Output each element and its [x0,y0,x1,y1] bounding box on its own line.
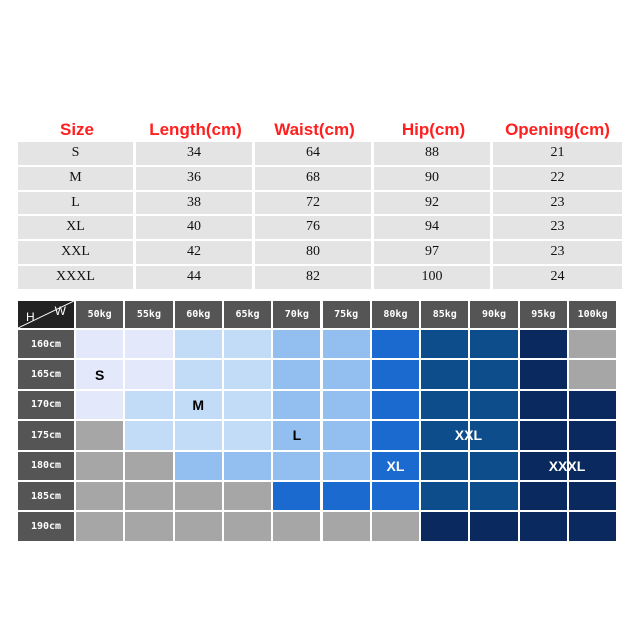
table-cell: 22 [493,167,622,190]
height-header: 185cm [18,482,74,510]
grid-cell [125,391,172,419]
height-header: 165cm [18,360,74,388]
weight-header: 100kg [569,301,616,328]
grid-cell [421,330,468,358]
grid-cell [125,512,172,540]
grid-cell [273,452,320,480]
grid-cell [224,330,271,358]
table-cell: 21 [493,142,622,165]
grid-cell [470,452,517,480]
grid-cell [569,330,616,358]
grid-cell [372,391,419,419]
table-cell: 42 [136,241,252,264]
table-cell: 76 [255,216,371,239]
table-cell: 88 [374,142,490,165]
grid-cell [569,512,616,540]
height-header: 170cm [18,391,74,419]
grid-cell [175,421,222,449]
weight-header: 90kg [470,301,517,328]
grid-cell [76,421,123,449]
grid-cell [421,482,468,510]
table-cell: XXXL [18,266,133,289]
table-cell: 97 [374,241,490,264]
size-recommendation-grid [18,301,622,535]
grid-cell [569,482,616,510]
table-row [18,216,622,239]
header-hip: Hip(cm) [401,120,466,139]
table-cell: 24 [493,266,622,289]
table-row [18,142,622,165]
table-row [18,266,622,289]
grid-cell [520,330,567,358]
table-cell: 90 [374,167,490,190]
size-label-l: L [292,427,302,444]
grid-cell [76,330,123,358]
table-cell: XL [18,216,133,239]
table-cell: 94 [374,216,490,239]
table-cell: 100 [374,266,490,289]
grid-cell [175,330,222,358]
header-size: Size [59,120,95,139]
table-row [18,167,622,190]
grid-cell [273,330,320,358]
grid-cell [470,512,517,540]
grid-cell [520,391,567,419]
table-cell: 23 [493,241,622,264]
table-cell: 36 [136,167,252,190]
size-label-xxl: XXL [454,427,483,444]
grid-cell [224,452,271,480]
grid-cell [273,512,320,540]
table-row [18,192,622,215]
table-cell: 64 [255,142,371,165]
header-waist: Waist(cm) [274,120,355,139]
height-header: 180cm [18,452,74,480]
grid-cell [372,512,419,540]
table-cell: 23 [493,192,622,215]
grid-cell [569,391,616,419]
corner-weight-label: W [54,304,66,318]
grid-cell [224,360,271,388]
grid-cell [125,360,172,388]
grid-cell [323,421,370,449]
weight-header: 95kg [520,301,567,328]
weight-header: 80kg [372,301,419,328]
table-row [18,241,622,264]
table-cell: 82 [255,266,371,289]
table-cell: M [18,167,133,190]
header-length: Length(cm) [149,120,242,139]
grid-cell [76,452,123,480]
table-cell: L [18,192,133,215]
grid-cell [175,452,222,480]
grid-cell [323,360,370,388]
grid-cell [421,512,468,540]
grid-cell [125,421,172,449]
table-cell: 23 [493,216,622,239]
grid-cell [323,391,370,419]
weight-header: 60kg [175,301,222,328]
grid-cell [372,482,419,510]
grid-cell [224,482,271,510]
grid-cell [224,391,271,419]
size-label-m: M [192,397,205,413]
grid-cell [470,360,517,388]
grid-cell [76,391,123,419]
table-cell: 92 [374,192,490,215]
grid-cell [76,512,123,540]
weight-header: 65kg [224,301,271,328]
grid-cell [175,360,222,388]
grid-cell [224,421,271,449]
grid-cell [520,360,567,388]
table-cell: XXL [18,241,133,264]
table-cell: 40 [136,216,252,239]
grid-cell [421,452,468,480]
weight-header: 55kg [125,301,172,328]
size-label-xxxl: XXXL [548,457,586,474]
grid-cell [323,330,370,358]
grid-cell [323,452,370,480]
height-header: 190cm [18,512,74,540]
grid-cell [470,330,517,358]
grid-cell [372,421,419,449]
weight-header: 50kg [76,301,123,328]
height-header: 160cm [18,330,74,358]
size-label-xl: XL [386,457,405,474]
size-table-body [18,142,622,289]
size-table-header [18,118,622,142]
table-cell: 68 [255,167,371,190]
grid-cell [520,512,567,540]
grid-cell [175,512,222,540]
header-opening: Opening(cm) [505,120,610,139]
grid-cell [224,512,271,540]
grid-cell [569,421,616,449]
height-header: 175cm [18,421,74,449]
table-cell: 34 [136,142,252,165]
grid-cell [323,512,370,540]
grid-corner [18,301,74,328]
table-cell: 80 [255,241,371,264]
grid-cell [470,391,517,419]
grid-cell [421,391,468,419]
weight-header: 70kg [273,301,320,328]
grid-cell [520,421,567,449]
grid-cell [273,391,320,419]
grid-cell [372,330,419,358]
grid-cell [125,452,172,480]
grid-cell [470,482,517,510]
table-cell: 72 [255,192,371,215]
weight-header: 85kg [421,301,468,328]
grid-cell [125,330,172,358]
grid-cell [520,482,567,510]
grid-cell [175,482,222,510]
grid-cell [569,360,616,388]
grid-cell [76,482,123,510]
weight-header: 75kg [323,301,370,328]
grid-cell [125,482,172,510]
table-cell: 38 [136,192,252,215]
size-label-s: S [94,366,105,383]
grid-cell [372,360,419,388]
table-cell: 44 [136,266,252,289]
grid-cell [323,482,370,510]
grid-cell [421,360,468,388]
grid-cell [273,482,320,510]
corner-height-label: H [26,310,35,324]
size-table [18,118,622,291]
grid-cell [273,360,320,388]
table-cell: S [18,142,133,165]
